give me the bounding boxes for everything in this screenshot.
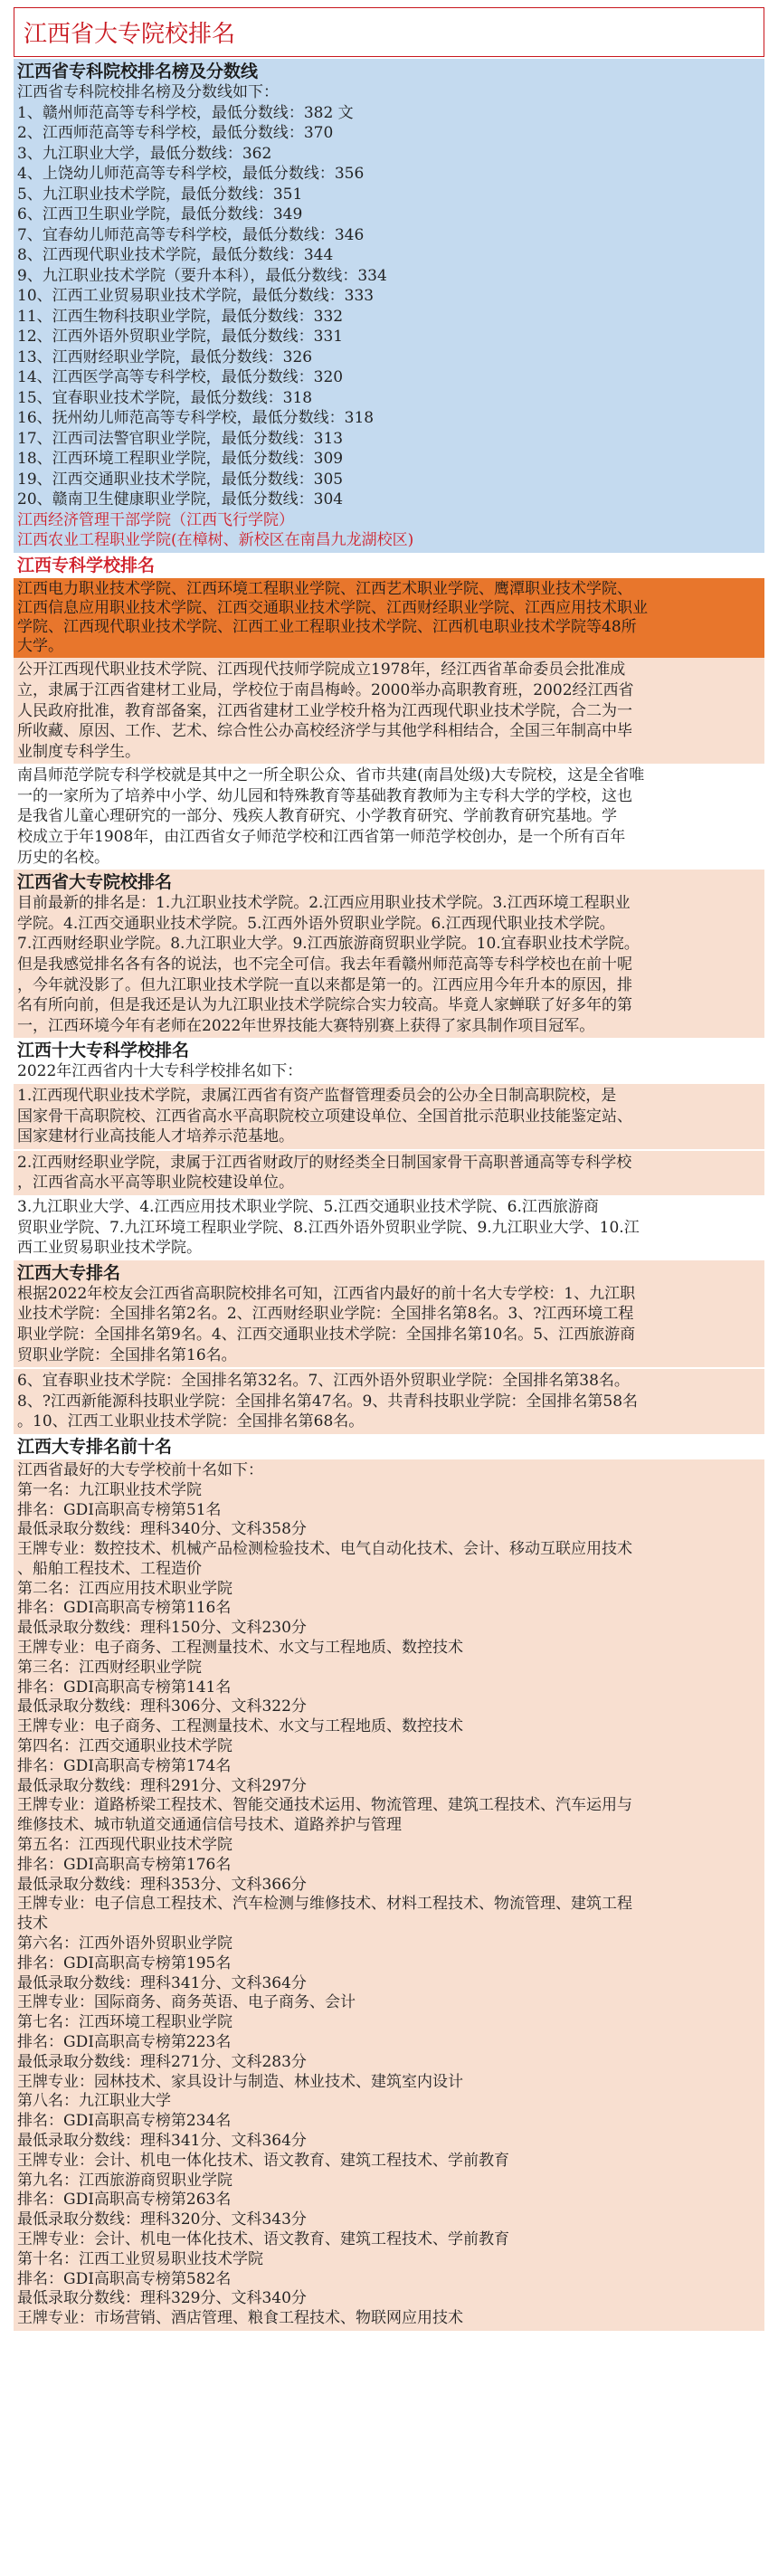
text-line: 南昌师范学院专科学校就是其中之一所全职公众、省市共建(南昌处级)大专院校，这是全省唯 xyxy=(17,766,645,785)
text-line: 2.江西财经职业学院，隶属于江西省财政厅的财经类全日制国家骨干高职普通高等专科学校 xyxy=(17,1153,632,1172)
text-line: 校成立于年1908年，由江西省女子师范学校和江西省第一师范学校创办，是一个所有百年 xyxy=(17,828,626,847)
text-line: 历史的名校。 xyxy=(17,848,109,867)
list-item: 6、江西卫生职业学院，最低分数线：349 xyxy=(17,205,303,223)
text-line: 一，江西环境今年有老师在2022年世界技能大赛特别赛上获得了家具制作项目冠军。 xyxy=(17,1016,595,1035)
school-score: 最低录取分数线：理科329分、文科340分 xyxy=(17,2289,307,2308)
list-item: 7、宜春幼儿师范高等专科学校，最低分数线：346 xyxy=(17,225,365,244)
text-line: 学院、江西现代职业技术学院、江西工业工程职业技术学院、江西机电职业技术学院等48所 xyxy=(17,617,637,636)
school-name: 第三名：江西财经职业学院 xyxy=(17,1658,202,1677)
text-line: ，江西省高水平高等职业院校建设单位。 xyxy=(17,1174,294,1193)
school-majors: 维修技术、城市轨道交通通信信号技术、道路养护与管理 xyxy=(17,1816,402,1835)
school-score: 最低录取分数线：理科340分、文科358分 xyxy=(17,1520,307,1539)
school-majors: 技术 xyxy=(17,1915,48,1934)
school-majors: 王牌专业：道路桥梁工程技术、智能交通技术运用、物流管理、建筑工程技术、汽车运用与 xyxy=(17,1796,632,1815)
text-line: 西工业贸易职业技术学院。 xyxy=(17,1239,202,1258)
school-score: 最低录取分数线：理科291分、文科297分 xyxy=(17,1776,307,1795)
top-ten-detail-section xyxy=(14,1434,764,1459)
text-line: 贸职业学院：全国排名第16名。 xyxy=(17,1345,237,1364)
text-line: 6、宜春职业技术学院：全国排名第32名。7、江西外语外贸职业学院：全国排名第38名。 xyxy=(17,1372,630,1391)
page-title: 江西省大专院校排名 xyxy=(14,7,764,57)
text-line: 是我省儿童心理研究的一部分、残疾人教育研究、小学教育研究、学前教育研究基地。学 xyxy=(17,807,617,826)
red-note: 江西农业工程职业学院(在樟树、新校区在南昌九龙湖校区) xyxy=(17,531,414,549)
text-line: 。10、江西工业职业技术学院：全国排名第68名。 xyxy=(17,1412,365,1431)
school-name: 第二名：江西应用技术职业学院 xyxy=(17,1579,232,1598)
text-line: 公开江西现代职业技术学院、江西现代技师学院成立1978年，经江西省革命委员会批准成 xyxy=(17,661,626,680)
section-heading: 江西省专科院校排名榜及分数线 xyxy=(17,62,259,81)
school-rank: 排名：GDI高职高专榜第141名 xyxy=(17,1678,232,1697)
list-item: 13、江西财经职业学院，最低分数线：326 xyxy=(17,347,313,366)
paragraph-block xyxy=(14,1195,764,1260)
college-ranking-section xyxy=(14,1260,764,1367)
paragraph-block xyxy=(14,1151,764,1195)
school-majors: 王牌专业：园林技术、家具设计与制造、林业技术、建筑室内设计 xyxy=(17,2072,463,2091)
school-rank: 排名：GDI高职高专榜第582名 xyxy=(17,2269,232,2288)
school-rank: 排名：GDI高职高专榜第195名 xyxy=(17,1953,232,1972)
text-line: 贸职业学院、7.九江环境工程职业学院、8.江西外语外贸职业学院、9.九江职业大学、10.江 xyxy=(17,1218,640,1237)
text-line: 人民政府批准，教育部备案，江西省建材工业学校升格为江西现代职业技术学院，合二为一 xyxy=(17,701,632,720)
school-score: 最低录取分数线：理科341分、文科364分 xyxy=(17,1973,307,1992)
school-rank: 排名：GDI高职高专榜第174名 xyxy=(17,1756,232,1775)
text-line: 8、?江西新能源科技职业学院：全国排名第47名。9、共青科技职业学院：全国排名第58名 xyxy=(17,1392,639,1411)
province-ranking-section xyxy=(14,870,764,1038)
text-line: 业技术学院：全国排名第2名。2、江西财经职业学院：全国排名第8名。3、?江西环境工程 xyxy=(17,1305,634,1324)
school-ranking-section xyxy=(14,553,764,578)
school-name: 第六名：江西外语外贸职业学院 xyxy=(17,1934,232,1953)
school-name: 第八名：九江职业大学 xyxy=(17,2092,171,2111)
list-item: 20、赣南卫生健康职业学院，最低分数线：304 xyxy=(17,490,344,509)
school-score: 最低录取分数线：理科271分、文科283分 xyxy=(17,2052,307,2071)
list-item: 15、宜春职业技术学院，最低分数线：318 xyxy=(17,388,313,407)
school-majors: 王牌专业：市场营销、酒店管理、粮食工程技术、物联网应用技术 xyxy=(17,2309,463,2328)
list-item: 18、江西环境工程职业学院，最低分数线：309 xyxy=(17,450,344,468)
school-rank: 排名：GDI高职高专榜第176名 xyxy=(17,1855,232,1874)
school-score: 最低录取分数线：理科306分、文科322分 xyxy=(17,1697,307,1716)
school-majors: 、船舶工程技术、工程造价 xyxy=(17,1559,202,1578)
text-line: 国家建材行业高技能人才培养示范基地。 xyxy=(17,1127,294,1146)
paragraph-block xyxy=(14,764,764,870)
ranking-list-section xyxy=(14,59,764,553)
school-rank: 排名：GDI高职高专榜第116名 xyxy=(17,1599,232,1618)
list-item: 8、江西现代职业技术学院，最低分数线：344 xyxy=(17,246,334,264)
list-item: 2、江西师范高等专科学校，最低分数线：370 xyxy=(17,124,334,142)
list-item: 1、赣州师范高等专科学校，最低分数线：382 文 xyxy=(17,103,354,122)
text-line: 立，隶属于江西省建材工业局，学校位于南昌梅岭。2000举办高职教育班，2002经江西省 xyxy=(17,680,634,699)
school-score: 最低录取分数线：理科341分、文科364分 xyxy=(17,2132,307,2150)
text-line: 一的一家所为了培养中小学、幼儿园和特殊教育等基础教育教师为主专科大学的学校，这也 xyxy=(17,786,632,805)
text-line: 名有所向前，但是我还是认为九江职业技术学院综合实力较高。毕竟人家蝉联了好多年的第 xyxy=(17,996,632,1015)
section-heading: 江西专科学校排名 xyxy=(17,555,156,575)
list-item: 4、上饶幼儿师范高等专科学校，最低分数线：356 xyxy=(17,165,365,183)
text-line: 3.九江职业大学、4.江西应用技术职业学院、5.江西交通职业技术学院、6.江西旅游商 xyxy=(17,1197,599,1216)
text-line: 大学。 xyxy=(17,637,63,656)
section-intro: 江西省最好的大专学校前十名如下： xyxy=(17,1460,263,1479)
school-majors: 王牌专业：电子商务、工程测量技术、水文与工程地质、数控技术 xyxy=(17,1639,463,1658)
list-item: 11、江西生物科技职业学院，最低分数线：332 xyxy=(17,307,344,326)
text-line: 目前最新的排名是：1.九江职业技术学院。2.江西应用职业技术学院。3.江西环境工程职业 xyxy=(17,894,631,913)
school-majors: 王牌专业：数控技术、机械产品检测检验技术、电气自动化技术、会计、移动互联应用技术 xyxy=(17,1540,632,1559)
section-heading: 江西十大专科学校排名 xyxy=(17,1041,190,1061)
school-score: 最低录取分数线：理科320分、文科343分 xyxy=(17,2210,307,2229)
article xyxy=(14,0,764,2331)
text-line: 但是我感觉排名各有各的说法，也不完全可信。我去年看赣州师范高等专科学校也在前十呢 xyxy=(17,955,632,974)
section-heading: 江西大专排名前十名 xyxy=(17,1436,173,1457)
school-rank: 排名：GDI高职高专榜第223名 xyxy=(17,2033,232,2052)
school-majors: 王牌专业：国际商务、商务英语、电子商务、会计 xyxy=(17,1993,356,2012)
highlight-block xyxy=(14,578,764,659)
school-majors: 王牌专业：会计、机电一体化技术、语文教育、建筑工程技术、学前教育 xyxy=(17,2229,509,2248)
text-line: 学院。4.江西交通职业技术学院。5.江西外语外贸职业学院。6.江西现代职业技术学院。 xyxy=(17,914,615,933)
school-rank: 排名：GDI高职高专榜第263名 xyxy=(17,2191,232,2210)
text-line: 江西信息应用职业技术学院、江西交通职业技术学院、江西财经职业学院、江西应用技术职业 xyxy=(17,598,648,617)
list-item: 9、九江职业技术学院（要升本科），最低分数线：334 xyxy=(17,266,387,285)
school-list xyxy=(14,1459,764,2331)
paragraph-block xyxy=(14,1369,764,1434)
school-score: 最低录取分数线：理科353分、文科366分 xyxy=(17,1875,307,1894)
text-line: 业制度专科学生。 xyxy=(17,742,140,761)
text-line: ，今年就没影了。但九江职业技术学院一直以来都是第一的。江西应用今年升本的原因，排 xyxy=(17,975,632,994)
list-item: 12、江西外语外贸职业学院，最低分数线：331 xyxy=(17,328,344,346)
text-line: 职业学院：全国排名第9名。4、江西交通职业技术学院：全国排名第10名。5、江西旅游商 xyxy=(17,1325,636,1344)
school-name: 第九名：江西旅游商贸职业学院 xyxy=(17,2171,232,2190)
text-line: 所收藏、原因、工作、艺术、综合性公办高校经济学与其他学科相结合，全国三年制高中毕 xyxy=(17,722,632,741)
red-note: 江西经济管理干部学院（江西飞行学院） xyxy=(17,510,294,529)
list-item: 3、九江职业大学，最低分数线：362 xyxy=(17,144,272,163)
text-line: 7.江西财经职业学院。8.九江职业大学。9.江西旅游商贸职业学院。10.宜春职业技术学院。 xyxy=(17,935,640,954)
school-name: 第五名：江西现代职业技术学院 xyxy=(17,1836,232,1855)
paragraph-block xyxy=(14,658,764,764)
list-item: 14、江西医学高等专科学校，最低分数线：320 xyxy=(17,368,344,386)
text-line: 国家骨干高职院校、江西省高水平高职院校立项建设单位、全国首批示范职业技能鉴定站、 xyxy=(17,1107,632,1126)
school-majors: 王牌专业：会计、机电一体化技术、语文教育、建筑工程技术、学前教育 xyxy=(17,2151,509,2170)
school-name: 第十名：江西工业贸易职业技术学院 xyxy=(17,2249,263,2268)
school-score: 最低录取分数线：理科150分、文科230分 xyxy=(17,1619,307,1638)
list-item: 16、抚州幼儿师范高等专科学校，最低分数线：318 xyxy=(17,409,375,427)
school-majors: 王牌专业：电子商务、工程测量技术、水文与工程地质、数控技术 xyxy=(17,1717,463,1736)
section-intro: 江西省专科院校排名榜及分数线如下： xyxy=(17,83,279,101)
text-line: 江西电力职业技术学院、江西环境工程职业学院、江西艺术职业学院、鹰潭职业技术学院、 xyxy=(17,579,632,598)
top-ten-section xyxy=(14,1038,764,1084)
school-rank: 排名：GDI高职高专榜第234名 xyxy=(17,2112,232,2131)
list-item: 19、江西交通职业技术学院，最低分数线：305 xyxy=(17,470,344,489)
paragraph-block xyxy=(14,1084,764,1149)
school-name: 第四名：江西交通职业技术学院 xyxy=(17,1737,232,1756)
list-item: 10、江西工业贸易职业技术学院，最低分数线：333 xyxy=(17,287,375,305)
text-line: 1.江西现代职业技术学院，隶属江西省有资产监督管理委员会的公办全日制高职院校，是 xyxy=(17,1087,617,1105)
section-heading: 江西大专排名 xyxy=(17,1262,121,1283)
school-name: 第七名：江西环境工程职业学院 xyxy=(17,2013,232,2032)
section-heading: 江西省大专院校排名 xyxy=(17,872,173,893)
text-line: 根据2022年校友会江西省高职院校排名可知，江西省内最好的前十名大专学校：1、九江职 xyxy=(17,1284,636,1303)
school-rank: 排名：GDI高职高专榜第51名 xyxy=(17,1500,222,1519)
school-name: 第一名：九江职业技术学院 xyxy=(17,1480,202,1499)
school-majors: 王牌专业：电子信息工程技术、汽车检测与维修技术、材料工程技术、物流管理、建筑工程 xyxy=(17,1895,632,1914)
section-intro: 2022年江西省内十大专科学校排名如下： xyxy=(17,1062,303,1081)
list-item: 5、九江职业技术学院，最低分数线：351 xyxy=(17,185,303,204)
list-item: 17、江西司法警官职业学院，最低分数线：313 xyxy=(17,429,344,448)
